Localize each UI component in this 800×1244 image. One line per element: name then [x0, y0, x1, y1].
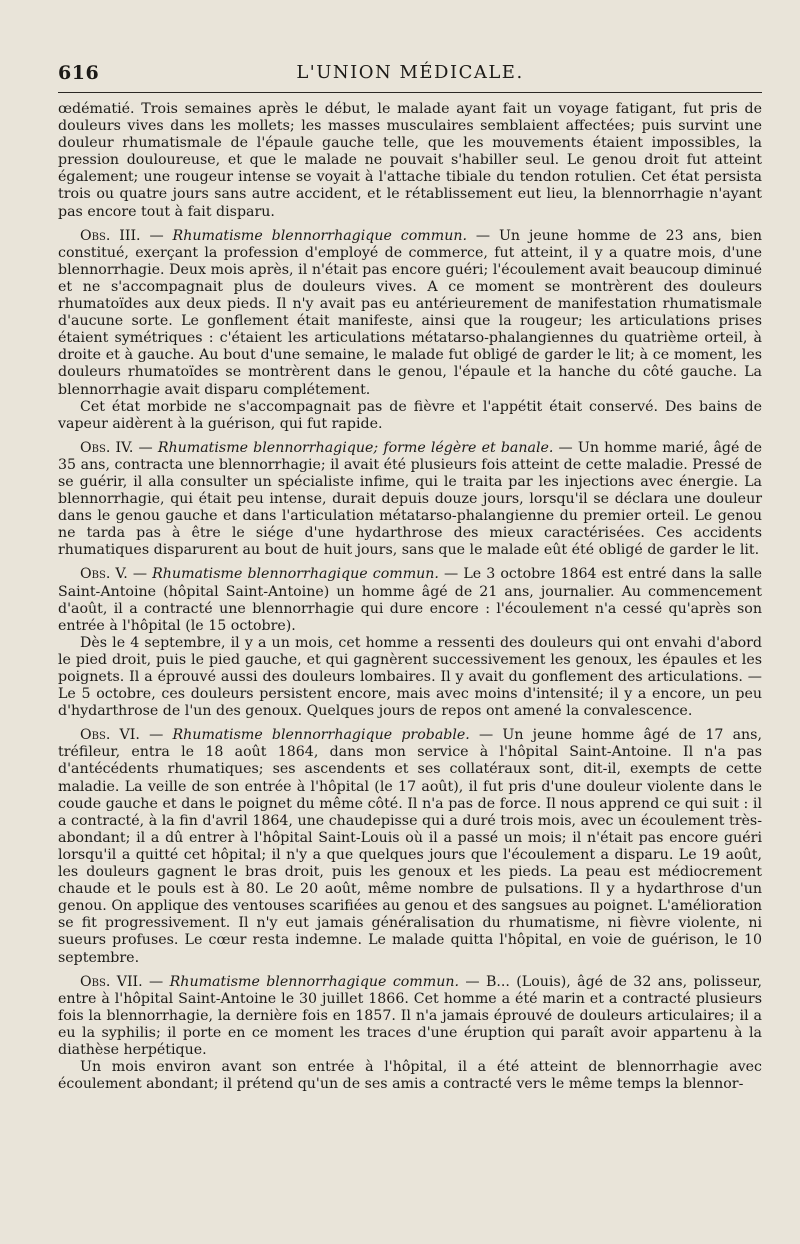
observation-number: Obs. VI. — [80, 727, 140, 744]
observation-6: Obs. VI. — Rhumatisme blennorrhagique probable. — Un jeune homme âgé de 17 ans, tréfileur, entra le 18 août 1864, dans mon service à l'hôpital Saint-Antoine. Il n'a pas d'antécédents rhumatiques; ses ascendents et ses collatéraux sont, dit-il, exempts de cette maladie. La veille de son entrée à l'hôpital (le 17 août), il fut pris d'une douleur violente dans le coude gauche et dans le poignet du même côté. Il n'a pas de force. Il nous apprend ce qui suit : il a contracté, à la fin d'avril 1864, une chaudepisse qui a duré trois mois, avec un écoulement très-abondant; il a dû entrer à l'hôpital Saint-Louis où il a passé un mois; il n'était pas encore guéri lorsqu'il a quitté cet hôpital; il n'y a que quelques jours que l'écoulement a disparu. Le 19 août, les douleurs gagnent le bras droit, puis les genoux et les pieds. La peau est médiocrement chaude et le pouls est à 80. Le 20 août, même nombre de pulsations. Il y a hydarthrose d'un genou. On applique des ventouses scarifiées au genou et des sangsues au poignet. L'amélioration se fit progressivement. Il n'y eut jamais généralisation du rhumatisme, ni fièvre violente, ni sueurs profuses. Le cœur resta indemne. Le malade quitta l'hôpital, en voie de guérison, le 10 septembre. — [58, 727, 762, 966]
running-head — [58, 58, 762, 93]
observation-number: Obs. III. — [80, 227, 141, 244]
observation-title: Rhumatisme blennorrhagique commun. — [152, 566, 439, 583]
paragraph: Dès le 4 septembre, il y a un mois, cet homme a ressenti des douleurs qui ont envahi d'abord le pied droit, puis le pied gauche, et qui gagnèrent successivement les genoux, les épaules et les poignets. Il a éprouvé aussi des douleurs lombaires. Il y avait du gonflement des articulations. — Le 5 octobre, ces douleurs persistent encore, mais avec moins d'intensité; il y a encore, un peu d'hydarthrose de l'un des genoux. Quelques jours de repos ont amené la convalescence. — [58, 634, 762, 720]
paragraph-continuation: œdématié. Trois semaines après le début, le malade ayant fait un voyage fatigant, fut pris de douleurs vives dans les mollets; les masses musculaires semblaient affectées; puis survint une douleur rhumatismale de l'épaule gauche telle, que les mouvements étaient impossibles, la pression douloureuse, et que le malade ne pouvait s'habiller seul. Le genou droit fut atteint également; une rougeur intense se voyait à l'attache tibiale du tendon rotulien. Cet état persista trois ou quatre jours sans autre accident, et le rétablissement eut lieu, la blennorrhagie n'ayant pas encore tout à fait disparu. — [58, 101, 762, 220]
observation-3: Obs. III. — Rhumatisme blennorrhagique commun. — Un jeune homme de 23 ans, bien constitué, exerçant la profession d'employé de commerce, fut atteint, il y a quatre mois, d'une blennorrhagie. Deux mois après, il n'était pas encore guéri; l'écoulement avait beaucoup diminué et ne s'accompagnait plus de douleurs vives. A ce moment se montrèrent des douleurs rhumatoïdes aux deux pieds. Il n'y avait pas eu antérieurement de manifestation rhumatismale d'aucune sorte. Le gonflement était manifeste, ainsi que la rougeur; les articulations prises étaient symétriques : c'étaient les articulations métatarso-phalangiennes du quatrième orteil, à droite et à gauche. Au bout d'une semaine, le malade fut obligé de garder le lit; à ce moment, les douleurs rhumatoïdes se montrèrent dans le genou, l'épaule et la hanche du côté gauche. La blennorrhagie avait disparu complétement. — [58, 227, 762, 398]
observation-number: Obs. IV. — [80, 439, 134, 456]
paragraph: Cet état morbide ne s'accompagnait pas de fièvre et l'appétit était conservé. Des bains de vapeur aidèrent à la guérison, qui fut rapide. — [58, 398, 762, 432]
article-body — [58, 101, 762, 1093]
observation-4: Obs. IV. — Rhumatisme blennorrhagique; forme légère et banale. — Un homme marié, âgé de 35 ans, contracta une blennorrhagie; il avait été plusieurs fois atteint de cette maladie. Pressé de se guérir, il alla consulter un spécialiste infime, qui le traita par les injections avec énergie. La blennorrhagie, qui était peu intense, durait depuis douze jours, lorsqu'il se déclara une douleur dans le genou gauche et dans l'articulation métatarso-phalangienne du premier orteil. Le genou ne tarda pas à être le siége d'une hydarthrose des mieux caractérisées. Ces accidents rhumatiques disparurent au bout de huit jours, sans que le malade eût été obligé de garder le lit. — [58, 439, 763, 559]
paragraph: Un mois environ avant son entrée à l'hôpital, il a été atteint de blennorrhagie avec écoulement abondant; il prétend qu'un de ses amis a contracté vers le même temps la blennor- — [58, 1059, 762, 1093]
journal-title: L'UNION MÉDICALE. — [296, 62, 524, 83]
observation-title: Rhumatisme blennorrhagique commun. — [169, 973, 460, 990]
observation-7: Obs. VII. — Rhumatisme blennorrhagique commun. — B... (Louis), âgé de 32 ans, polisseur, entre à l'hôpital Saint-Antoine le 30 juillet 1866. Cet homme a été marin et a contracté plusieurs fois la blennorrhagie, la dernière fois en 1857. Il n'a jamais éprouvé de douleurs articulaires; il a eu la syphilis; il porte en ce moment les traces d'une éruption qui paraît avoir appartenu à la diathèse herpétique. — [58, 973, 762, 1058]
observation-title: Rhumatisme blennorrhagique commun. — [172, 227, 467, 244]
observation-5: Obs. V. — Rhumatisme blennorrhagique commun. — Le 3 octobre 1864 est entré dans la salle Saint-Antoine (hôpital Saint-Antoine) un homme âgé de 21 ans, journalier. Au commencement d'août, il a contracté une blennorrhagie qui dure encore : l'écoulement n'a cessé qu'après son entrée à l'hôpital (le 15 octobre). — [58, 566, 763, 634]
observation-title: Rhumatisme blennorrhagique; forme légère et banale. — [157, 439, 554, 456]
observation-number: Obs. V. — [80, 566, 128, 583]
observation-title: Rhumatisme blennorrhagique probable. — [172, 727, 470, 744]
observation-number: Obs. VII. — [80, 973, 143, 990]
page-number: 616 — [58, 62, 100, 84]
